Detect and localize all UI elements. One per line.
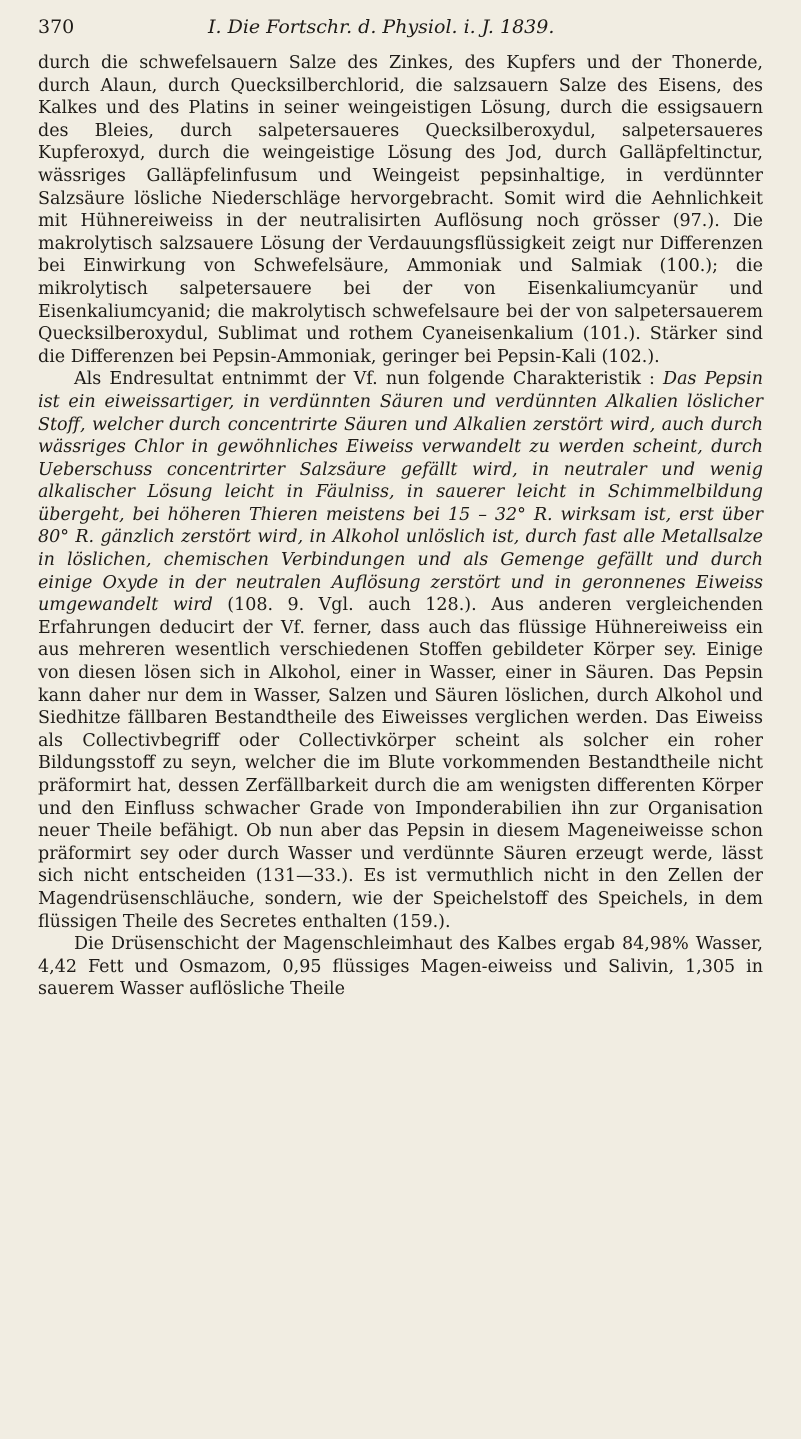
page-body bbox=[38, 52, 763, 1001]
page-header bbox=[38, 16, 763, 44]
paragraph-2-rest: (108. 9. Vgl. auch 128.). Aus anderen vergleichenden Erfahrungen deducirt der Vf. ferner, dass auch das flüssige Hühnereiweiss ein aus mehreren wesentlich verschiedenen Stoffen gebildeter Körper sey. Einige von diesen lösen sich in Alkohol, einer in Wasser, einer in Säuren. Das Pepsin kann daher nur dem in Wasser, Salzen und Säuren löslichen, durch Alkohol und Siedhitze fällbaren Bestandtheile des Eiweisses verglichen werden. Das Eiweiss als Collectivbegriff oder Collectivkörper scheint als solcher ein roher Bildungsstoff zu seyn, welcher die im Blute vorkommenden Bestandtheile nicht präformirt hat, dessen Zerfällbarkeit durch die am wenigsten differenten Körper und den Einfluss schwacher Grade von Imponderabilien ihn zur Organisation neuer Theile befähigt. Ob nun aber das Pepsin in diesem Mageneiweisse schon präformirt sey oder durch Wasser und verdünnte Säuren erzeugt werde, lässt sich nicht entscheiden (131—33.). Es ist vermuthlich nicht in den Zellen der Magendrüsenschläuche, sondern, wie der Speichelstoff des Speichels, in dem flüssigen Theile des Secretes enthalten (159.). bbox=[38, 595, 763, 932]
paragraph-1-text: durch die schwefelsauern Salze des Zinkes, des Kupfers und der Thonerde, durch Alaun, durch Quecksilberchlorid, die salzsauern Salze des Eisens, des Kalkes und des Platins in seiner weingeistigen Lösung, durch die essigsauern des Bleies, durch salpetersaueres Quecksilberoxydul, salpetersaueres Kupferoxyd, durch die weingeistige Lösung des Jod, durch Galläpfeltinctur, wässriges Galläpfelinfusum und Weingeist pepsinhaltige, in verdünnter Salzsäure lösliche Niederschläge hervorgebracht. Somit wird die Aehnlichkeit mit Hühnereiweiss in der neutralisirten Auflösung noch grösser (97.). Die makrolytisch salzsauere Lösung der Verdauungsflüssigkeit zeigt nur Differenzen bei Einwirkung von Schwefelsäure, Ammoniak und Salmiak (100.); die mikrolytisch salpetersauere bei der von Eisenkaliumcyanür und Eisenkaliumcyanid; die makrolytisch schwefelsaure bei der von salpetersauerem Quecksilberoxydul, Sublimat und rothem Cyaneisenkalium (101.). Stärker sind die Differenzen bei Pepsin-Ammoniak, geringer bei Pepsin-Kali (102.). bbox=[38, 53, 763, 367]
running-title: I. Die Fortschr. d. Physiol. i. J. 1839. bbox=[208, 16, 555, 38]
paragraph-2-lead: Als Endresultat entnimmt der Vf. nun folgende Charakteristik : bbox=[74, 369, 664, 390]
paragraph-2 bbox=[38, 368, 763, 933]
pepsin-characteristic: Das Pepsin ist ein eiweissartiger, in verdünnten Säuren und verdünnten Alkalien löslicher Stoff, welcher durch concentrirte Säuren und Alkalien zerstört wird, auch durch wässriges Chlor in gewöhnliches Eiweiss verwandelt zu werden scheint, durch Ueberschuss concentrirter Salzsäure gefällt wird, in neutraler und wenig alkalischer Lösung leicht in Fäulniss, in sauerer leicht in Schimmelbildung übergeht, bei höheren Thieren meistens bei 15 – 32° R. wirksam ist, erst über 80° R. gänzlich zerstört wird, in Alkohol unlöslich ist, durch fast alle Metallsalze in löslichen, chemischen Verbindungen und als Gemenge gefällt und durch einige Oxyde in der neutralen Auflösung zerstört und in geronnenes Eiweiss umgewandelt wird bbox=[38, 369, 764, 616]
page-number: 370 bbox=[38, 16, 75, 38]
paragraph-3-text: Die Drüsenschicht der Magenschleimhaut des Kalbes ergab 84,98% Wasser, 4,42 Fett und Osmazom, 0,95 flüssiges Magen-eiweiss und Salivin, 1,305 in sauerem Wasser auflösliche Theile bbox=[38, 934, 763, 1000]
paragraph-3 bbox=[38, 933, 763, 1001]
paragraph-1 bbox=[38, 52, 763, 368]
